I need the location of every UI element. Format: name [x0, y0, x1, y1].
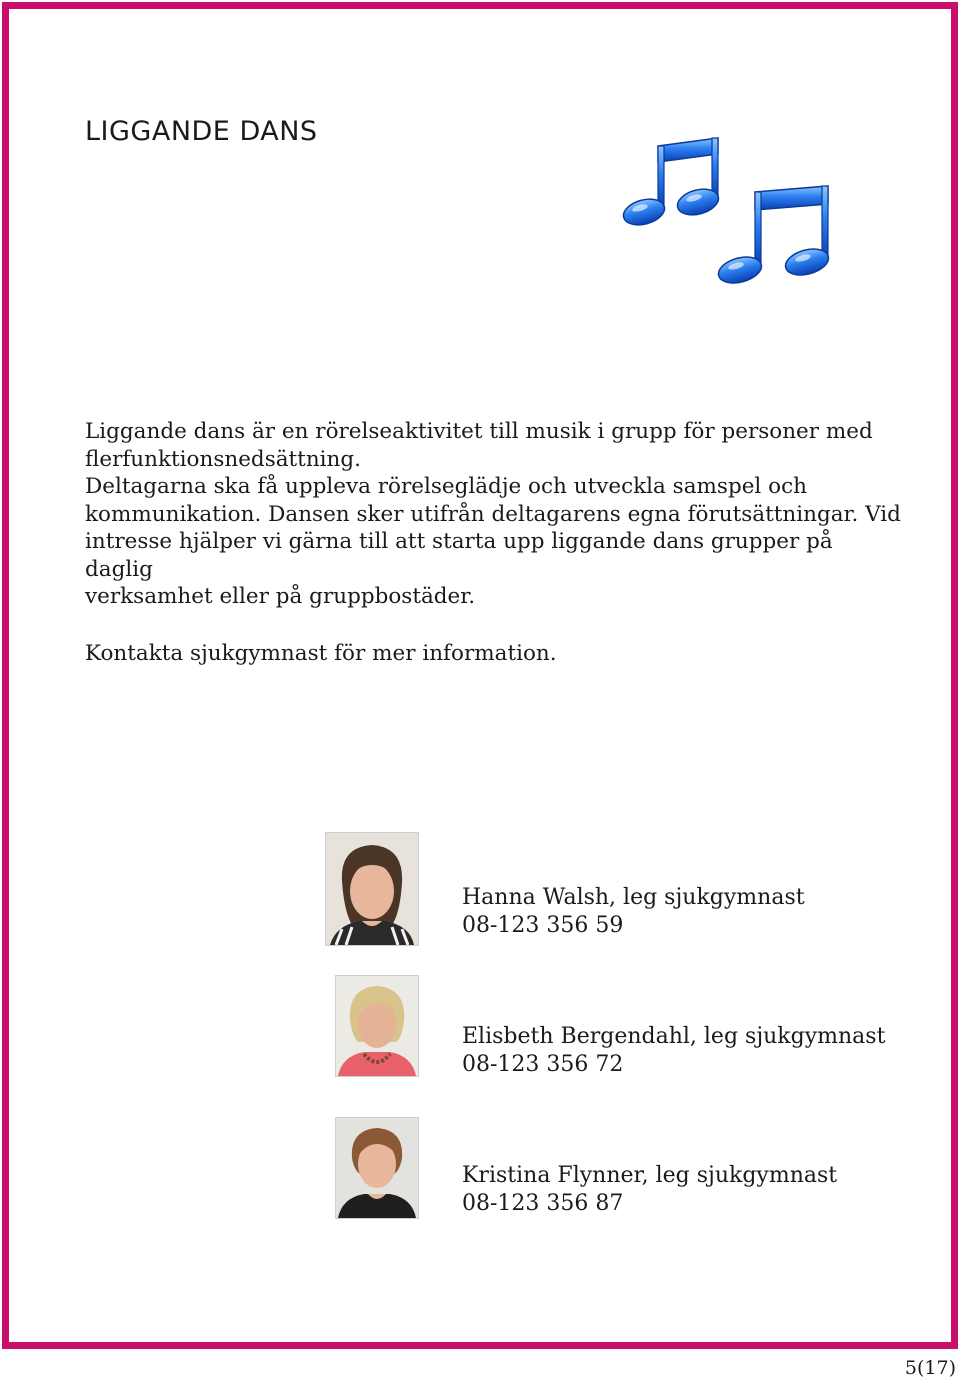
contact-info [462, 1162, 837, 1218]
intro-line: flerfunktionsnedsättning. [85, 446, 361, 472]
contact-name: Kristina Flynner, leg sjukgymnast [462, 1163, 838, 1188]
contact-name: Elisbeth Bergendahl, leg sjukgymnast [462, 1024, 886, 1049]
intro-line: Liggande dans är en rörelseaktivitet till musik i grupp för personer med [85, 419, 873, 444]
intro-line: verksamhet eller på gruppbostäder. [85, 584, 476, 609]
contact-phone: 08-123 356 59 [462, 913, 624, 938]
music-notes-icon [610, 130, 850, 300]
contact-info [462, 1023, 885, 1079]
contact-phone: 08-123 356 87 [462, 1191, 624, 1216]
contact-instruction: Kontakta sjukgymnast för mer information. [85, 641, 557, 666]
contact-photo [335, 975, 419, 1077]
page-number: 5(17) [904, 1357, 956, 1379]
contact-name: Hanna Walsh, leg sjukgymnast [462, 885, 805, 910]
intro-line: kommunikation. Dansen sker utifrån deltagarens egna förutsättningar. Vid [85, 501, 901, 527]
contact-photo [325, 832, 419, 946]
contact-photo [335, 1117, 419, 1219]
contact-phone: 08-123 356 72 [462, 1052, 624, 1077]
intro-paragraph [85, 418, 905, 611]
page-title: LIGGANDE DANS [85, 116, 318, 147]
intro-line: intresse hjälper vi gärna till att starta upp liggande dans grupper på daglig [85, 529, 833, 582]
contact-info [462, 884, 805, 940]
intro-line: Deltagarna ska få uppleva rörelseglädje och utveckla samspel och [85, 474, 807, 499]
